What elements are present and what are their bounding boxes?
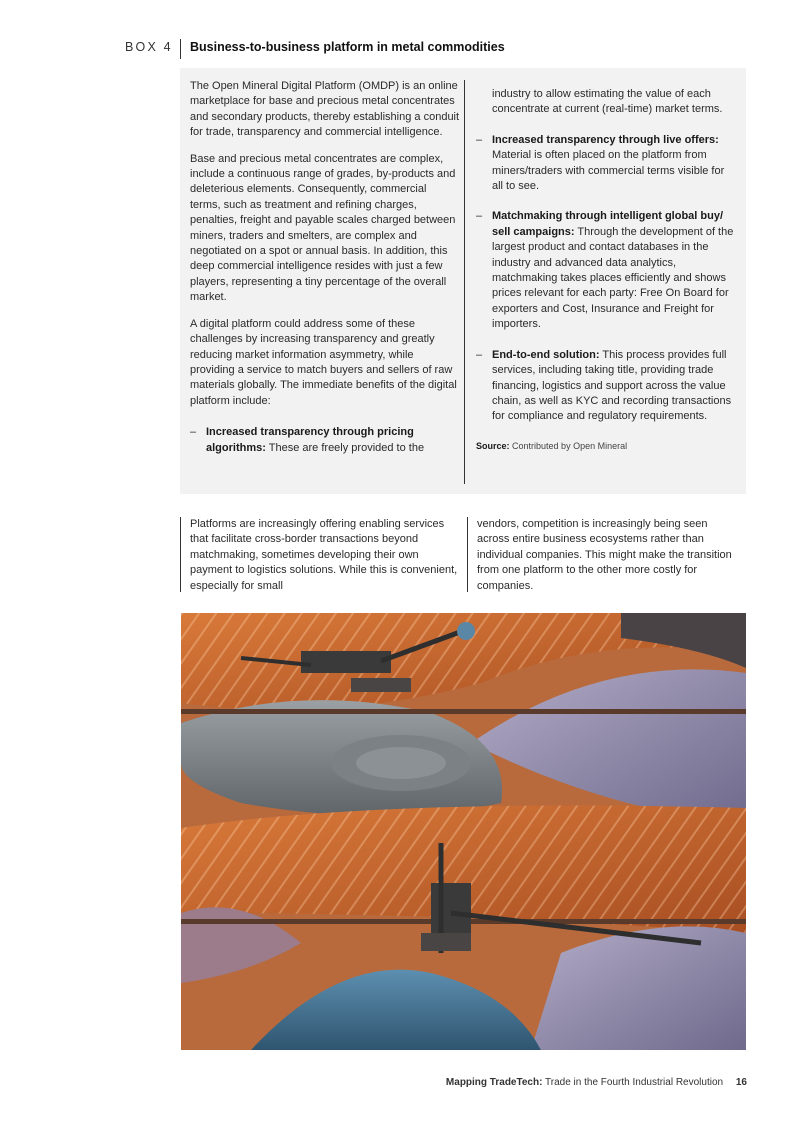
box-label-divider xyxy=(180,39,181,59)
list-item-lead: Matchmaking through intelligent global buy/ sell campaigns: xyxy=(492,210,723,238)
source-text: Contributed by Open Mineral xyxy=(512,440,628,451)
list-item-text: Through the development of the largest product and contact databases in the industry and advanced data analytics, matchmaking takes places efficiently and shows prices relevant for each party: Free On Board for exporters and Cost, Insurance and Freight for importers. xyxy=(492,225,734,331)
list-item-text: Material is often placed on the platform from miners/traders with commercial terms visible for all to see. xyxy=(492,149,725,193)
box-right-column xyxy=(476,87,738,452)
list-item-text: This process provides full services, including taking title, providing trade financing, logistics and support across the value chain, as well as KYC and recording transactions for compliance and regulatory requirements. xyxy=(492,348,732,423)
mining-stockpile-photo xyxy=(181,613,746,1050)
list-item-text-start: These are freely provided to the xyxy=(268,441,425,454)
list-item-text-continued: industry to allow estimating the value of each concentrate at current (real-time) market terms. xyxy=(492,88,723,116)
body-text-right: vendors, competition is increasingly being seen across entire business ecosystems rather than individual companies. This might make the transition from one platform to the other more costly for companies. xyxy=(477,518,732,592)
body-text-left: Platforms are increasingly offering enabling services that facilitate cross-border transactions beyond matchmaking, sometimes developing their own payment to logistics solutions. While this is convenient, especially for small xyxy=(190,518,458,592)
dash-bullet: – xyxy=(476,133,483,146)
list-item-lead: End-to-end solution: xyxy=(492,348,600,361)
box-paragraph-complexity: Base and precious metal concentrates are complex, include a continuous range of grades, by-products and deleterious elements. Consequently, commercial terms, such as treatment and refining charges, penalties, freight and payable scales charged between miners, traders and smelters, are complex and negotiated on a spot or annual basis. In addition, this deep commercial intelligence resides with just a few players, representing a tiny percentage of the overall market. xyxy=(190,152,456,304)
page-number: 16 xyxy=(735,1077,747,1088)
list-item-lead: Increased transparency through live offers: xyxy=(492,133,719,146)
box-source xyxy=(476,440,738,452)
footer-publication: Mapping TradeTech: xyxy=(445,1077,543,1088)
body-right-column xyxy=(477,517,739,594)
dash-bullet: – xyxy=(190,426,197,439)
body-left-rule xyxy=(180,517,181,592)
body-column-divider xyxy=(467,517,468,592)
box-paragraph-intro: The Open Mineral Digital Platform (OMDP) is an online marketplace for base and precious metal concentrates and secondary products, thereby establishing a conduit for trade, transparency and commercial intelligence. xyxy=(190,80,460,139)
photo-illustration xyxy=(181,613,746,1050)
list-item-continuation xyxy=(476,87,738,118)
dash-bullet: – xyxy=(476,210,483,223)
page-footer xyxy=(446,1077,747,1088)
list-item xyxy=(476,348,738,425)
list-item-lead: Increased transparency through pricing algorithms: xyxy=(206,426,414,454)
body-left-column xyxy=(190,517,460,594)
box-paragraph-benefits: A digital platform could address some of these challenges by increasing transparency and greatly reducing market information asymmetry, while providing a service to match buyers and sellers of raw materials globally. The immediate benefits of the digital platform include: xyxy=(190,317,457,407)
list-item xyxy=(476,209,738,332)
footer-subtitle: Trade in the Fourth Industrial Revolution xyxy=(545,1077,724,1088)
list-item xyxy=(190,425,460,456)
box-left-column xyxy=(190,79,460,471)
box-title: Business-to-business platform in metal commodities xyxy=(190,40,505,54)
box-label: BOX 4 xyxy=(125,40,173,54)
list-item xyxy=(476,133,738,195)
box-column-divider xyxy=(464,80,465,484)
dash-bullet: – xyxy=(476,348,483,361)
source-label: Source: xyxy=(476,440,510,451)
